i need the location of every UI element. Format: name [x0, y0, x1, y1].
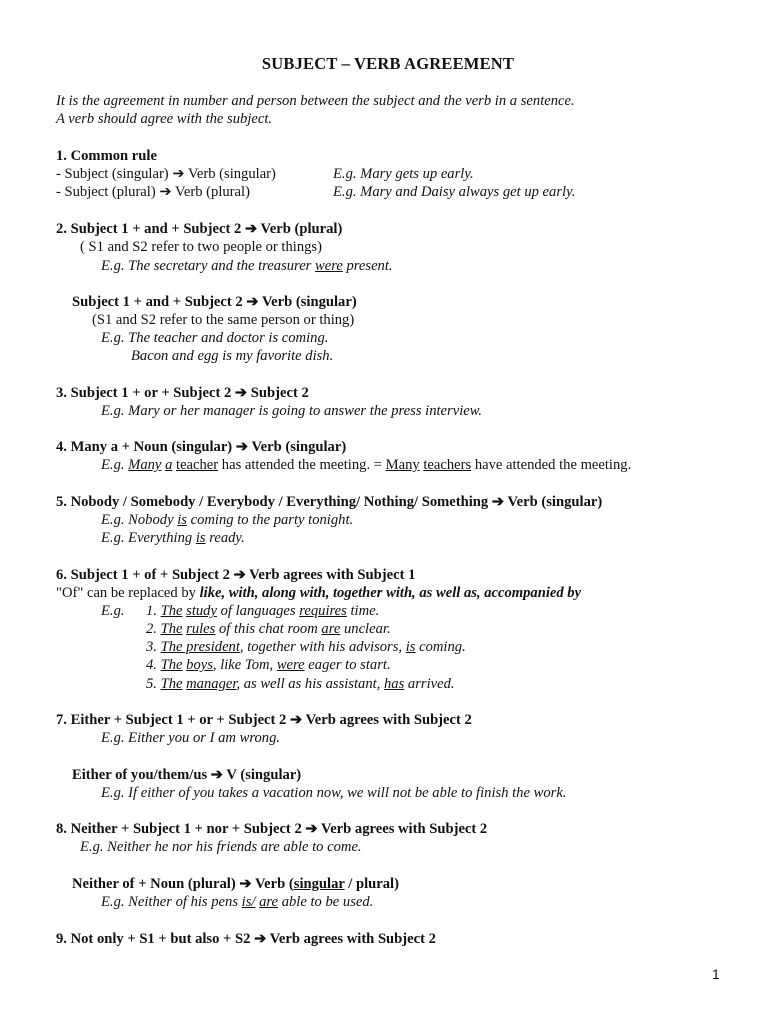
- arrow-icon: ➔: [239, 876, 252, 892]
- rule-6-example-1: 1. The study of languages requires time.: [146, 603, 380, 619]
- intro-line-1: It is the agreement in number and person between the subject and the verb in a sentence.: [56, 93, 575, 109]
- rule-6-example-2: 2. The rules of this chat room are unclear.: [146, 621, 391, 637]
- page-number: 1: [712, 966, 720, 982]
- rule-1-line-1: - Subject (singular) ➔ Verb (singular): [56, 166, 276, 182]
- intro-line-2: A verb should agree with the subject.: [56, 111, 273, 127]
- rule-7-sub-heading: Either of you/them/us ➔ V (singular): [72, 767, 302, 783]
- rule-6-of-note: "Of" can be replaced by like, with, along with, together with, as well as, accompanied by: [56, 585, 582, 601]
- arrow-icon: ➔: [233, 567, 246, 583]
- rule-6-example-5: 5. The manager, as well as his assistant, has arrived.: [146, 676, 455, 692]
- rule-2-sub-heading: Subject 1 + and + Subject 2 ➔ Verb (singular): [72, 294, 357, 310]
- rule-5-example-2: E.g. Everything is ready.: [101, 530, 245, 546]
- rule-1-heading: 1. Common rule: [56, 148, 157, 164]
- rule-2-example: E.g. The secretary and the treasurer were present.: [101, 258, 393, 274]
- rule-6-example-4: 4. The boys, like Tom, were eager to start.: [146, 657, 391, 673]
- rule-1-line-2: - Subject (plural) ➔ Verb (plural): [56, 184, 250, 200]
- rule-2-sub-example-1: E.g. The teacher and doctor is coming.: [101, 330, 329, 346]
- rule-7-heading: 7. Either + Subject 1 + or + Subject 2 ➔ Verb agrees with Subject 2: [56, 712, 472, 728]
- rule-1-example-2: E.g. Mary and Daisy always get up early.: [333, 184, 576, 200]
- rule-5-example-1: E.g. Nobody is coming to the party tonight.: [101, 512, 354, 528]
- rule-7-sub-example: E.g. If either of you takes a vacation now, we will not be able to finish the work.: [101, 785, 567, 801]
- rule-9-heading: 9. Not only + S1 + but also + S2 ➔ Verb agrees with Subject 2: [56, 931, 436, 947]
- arrow-icon: ➔: [244, 221, 258, 237]
- arrow-icon: ➔: [234, 385, 248, 401]
- rule-8-sub-example: E.g. Neither of his pens is/ are able to be used.: [101, 894, 374, 910]
- rule-4-example: E.g. Many a teacher has attended the meeting. = Many teachers have attended the meeting.: [101, 457, 632, 473]
- rule-7-example: E.g. Either you or I am wrong.: [101, 730, 281, 746]
- rule-6-heading: 6. Subject 1 + of + Subject 2 ➔ Verb agrees with Subject 1: [56, 567, 416, 583]
- rule-2-heading: 2. Subject 1 + and + Subject 2 ➔ Verb (plural): [56, 221, 343, 237]
- rule-5-heading: 5. Nobody / Somebody / Everybody / Everything/ Nothing/ Something ➔ Verb (singular): [56, 494, 603, 510]
- page-title: SUBJECT – VERB AGREEMENT: [261, 54, 515, 73]
- arrow-icon: ➔: [246, 294, 259, 310]
- arrow-icon: ➔: [159, 184, 172, 200]
- arrow-icon: ➔: [254, 931, 267, 947]
- rule-2-note: ( S1 and S2 refer to two people or things): [80, 239, 322, 255]
- rule-3-heading: 3. Subject 1 + or + Subject 2 ➔ Subject 2: [56, 385, 309, 401]
- rule-6-eg-label: E.g.: [101, 603, 125, 619]
- rule-2-sub-example-2: Bacon and egg is my favorite dish.: [131, 348, 334, 364]
- arrow-icon: ➔: [235, 439, 249, 455]
- rule-4-heading: 4. Many a + Noun (singular) ➔ Verb (singular): [56, 439, 347, 455]
- arrow-icon: ➔: [172, 166, 185, 182]
- rule-8-heading: 8. Neither + Subject 1 + nor + Subject 2 ➔ Verb agrees with Subject 2: [56, 821, 488, 837]
- rule-8-sub-heading: Neither of + Noun (plural) ➔ Verb (singular / plural): [72, 876, 399, 892]
- rule-1-example-1: E.g. Mary gets up early.: [333, 166, 474, 182]
- rule-8-example: E.g. Neither he nor his friends are able to come.: [80, 839, 362, 855]
- arrow-icon: ➔: [305, 821, 318, 837]
- arrow-icon: ➔: [210, 767, 224, 783]
- rule-3-example: E.g. Mary or her manager is going to answer the press interview.: [101, 403, 483, 419]
- rule-6-example-3: 3. The president, together with his advisors, is coming.: [146, 639, 466, 655]
- arrow-icon: ➔: [289, 712, 303, 728]
- rule-2-sub-note: (S1 and S2 refer to the same person or thing): [92, 312, 355, 328]
- arrow-icon: ➔: [491, 494, 505, 510]
